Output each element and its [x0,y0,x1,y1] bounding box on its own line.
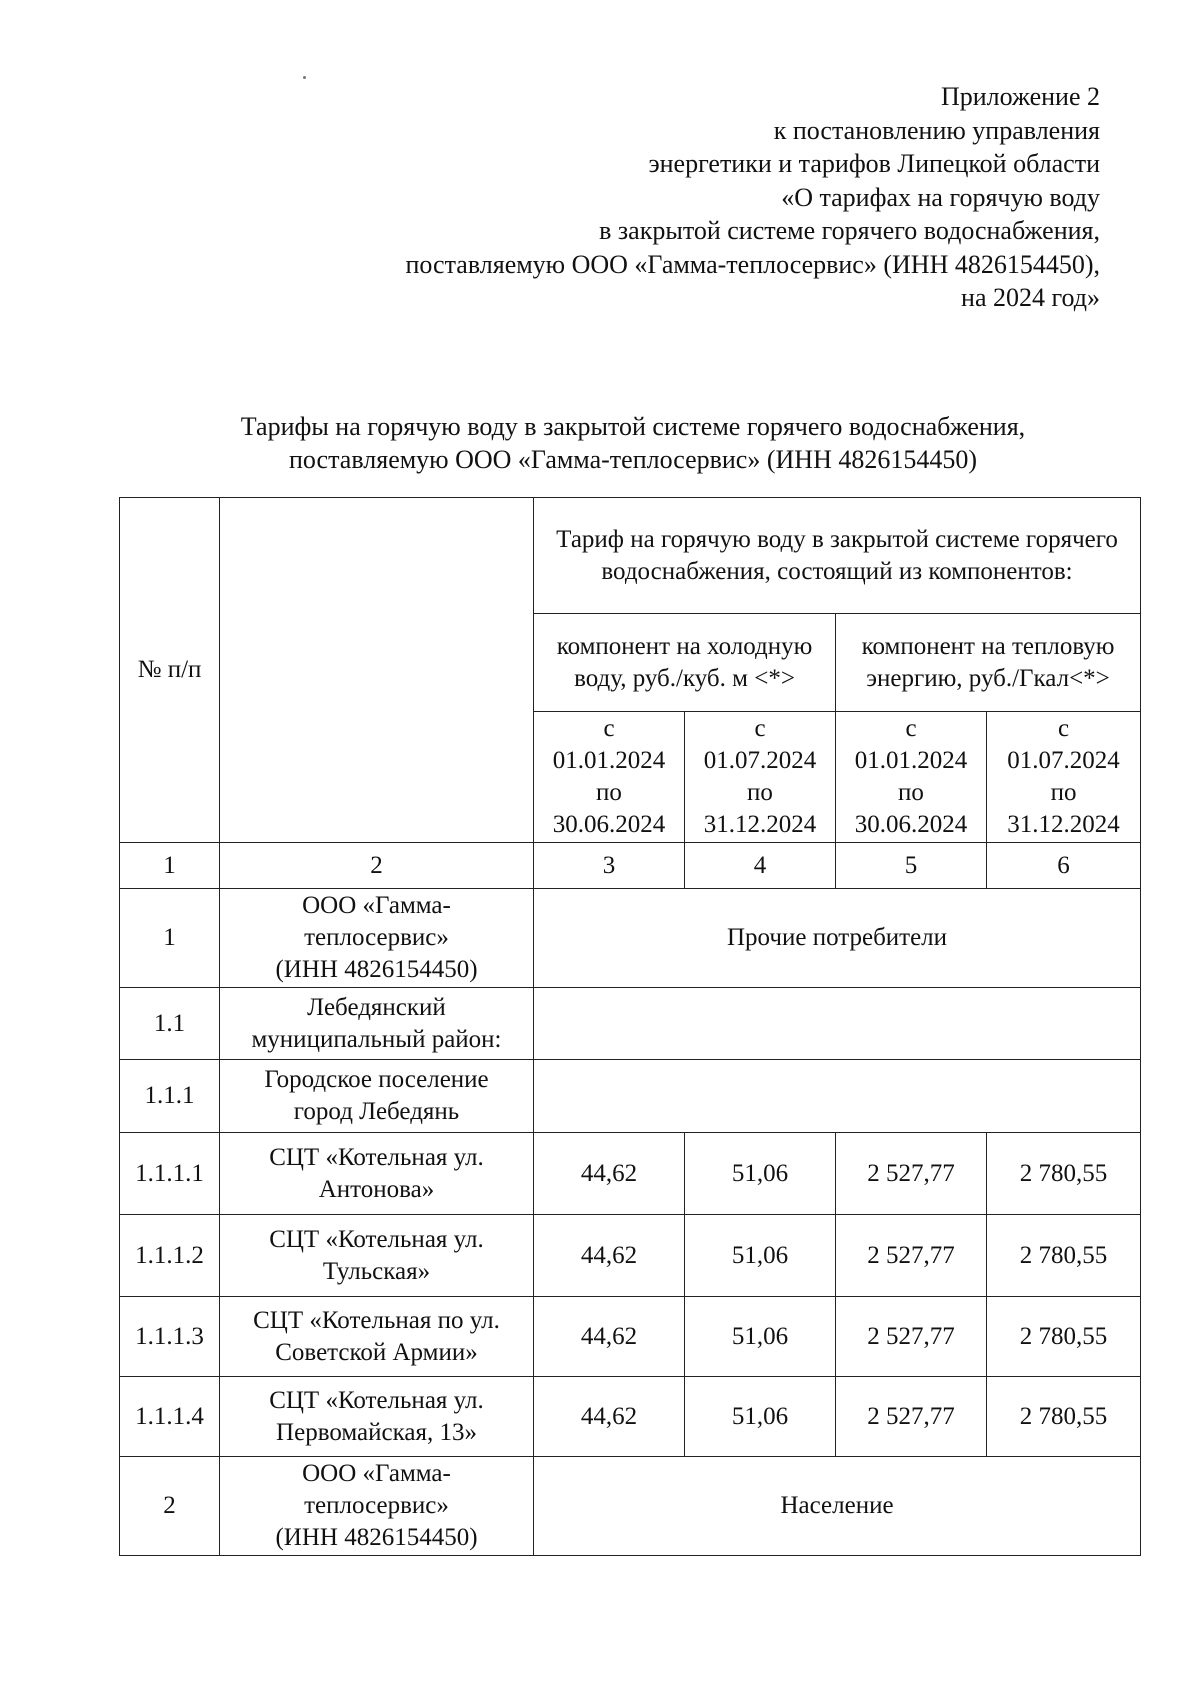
title-line: поставляемую ООО «Гамма-теплосервис» (ИНН 4826154450) [289,445,977,474]
empty-cell [534,1060,1141,1133]
row-name: СЦТ «Котельная ул. Антонова» [220,1133,534,1215]
heat-value-h1: 2 527,77 [836,1297,987,1377]
row-name: СЦТ «Котельная ул. Тульская» [220,1215,534,1297]
header-cold-component: компонент на холодную воду, руб./куб. м <*> [534,614,836,712]
consumer-category: Прочие потребители [534,889,1141,988]
cold-value-h2: 51,06 [685,1297,836,1377]
row-number: 1.1.1.1 [120,1133,220,1215]
document-title [0,410,1200,476]
cold-value-h1: 44,62 [534,1297,685,1377]
district-row [120,988,1141,1060]
cold-value-h2: 51,06 [685,1377,836,1457]
row-number: 1 [120,889,220,988]
header-heat-component: компонент на тепловую энергию, руб./Гкал<*> [836,614,1141,712]
heat-value-h1: 2 527,77 [836,1377,987,1457]
appendix-line: «О тарифах на горячую воду [781,182,1100,212]
row-number: 1.1.1.2 [120,1215,220,1297]
column-number-row [120,843,1141,889]
row-name: Лебедянский муниципальный район: [220,988,534,1060]
settlement-row [120,1060,1141,1133]
consumer-category: Население [534,1457,1141,1556]
appendix-line: к постановлению управления [773,115,1100,145]
appendix-line: в закрытой системе горячего водоснабжения, [599,216,1100,245]
column-number: 1 [120,843,220,889]
row-number: 1.1.1.3 [120,1297,220,1377]
group-row-population [120,1457,1141,1556]
header-name [220,498,534,843]
cold-value-h2: 51,06 [685,1133,836,1215]
heat-value-h1: 2 527,77 [836,1215,987,1297]
heat-value-h2: 2 780,55 [987,1377,1141,1457]
appendix-line: Приложение 2 [940,82,1100,111]
row-name: СЦТ «Котельная по ул. Советской Армии» [220,1297,534,1377]
tariff-table [119,497,1141,1556]
cold-value-h2: 51,06 [685,1215,836,1297]
period-cell: с 01.07.2024 по 31.12.2024 [987,712,1141,843]
header-num: № п/п [120,498,220,843]
cold-value-h1: 44,62 [534,1377,685,1457]
header-row-tariff [120,498,1141,614]
heat-value-h2: 2 780,55 [987,1215,1141,1297]
column-number: 5 [836,843,987,889]
period-cell: с 01.07.2024 по 31.12.2024 [685,712,836,843]
appendix-line: поставляемую ООО «Гамма-теплосервис» (ИНН 4826154450), [405,249,1100,279]
column-number: 3 [534,843,685,889]
table-row [120,1297,1141,1377]
heat-value-h2: 2 780,55 [987,1297,1141,1377]
column-number: 4 [685,843,836,889]
row-name: СЦТ «Котельная ул. Первомайская, 13» [220,1377,534,1457]
appendix-line: энергетики и тарифов Липецкой области [648,149,1100,178]
cold-value-h1: 44,62 [534,1133,685,1215]
period-cell: с 01.01.2024 по 30.06.2024 [836,712,987,843]
column-number: 6 [987,843,1141,889]
empty-cell [534,988,1141,1060]
heat-value-h1: 2 527,77 [836,1133,987,1215]
row-number: 1.1.1 [120,1060,220,1133]
table-row [120,1215,1141,1297]
column-number: 2 [220,843,534,889]
row-number: 1.1 [120,988,220,1060]
scan-speck [303,76,306,79]
heat-value-h2: 2 780,55 [987,1133,1141,1215]
group-row-other-consumers [120,889,1141,988]
table-row [120,1133,1141,1215]
row-name: Городское поселение город Лебедянь [220,1060,534,1133]
row-name: ООО «Гамма- теплосервис» (ИНН 4826154450) [220,889,534,988]
period-cell: с 01.01.2024 по 30.06.2024 [534,712,685,843]
row-number: 2 [120,1457,220,1556]
header-tariff: Тариф на горячую воду в закрытой системе горячего водоснабжения, состоящий из компонентов: [534,498,1141,614]
title-line: Тарифы на горячую воду в закрытой системе горячего водоснабжения, [240,412,1026,441]
row-name: ООО «Гамма- теплосервис» (ИНН 4826154450) [220,1457,534,1556]
cold-value-h1: 44,62 [534,1215,685,1297]
row-number: 1.1.1.4 [120,1377,220,1457]
appendix-line: на 2024 год» [961,283,1100,312]
appendix-header [406,80,1101,315]
table-row [120,1377,1141,1457]
